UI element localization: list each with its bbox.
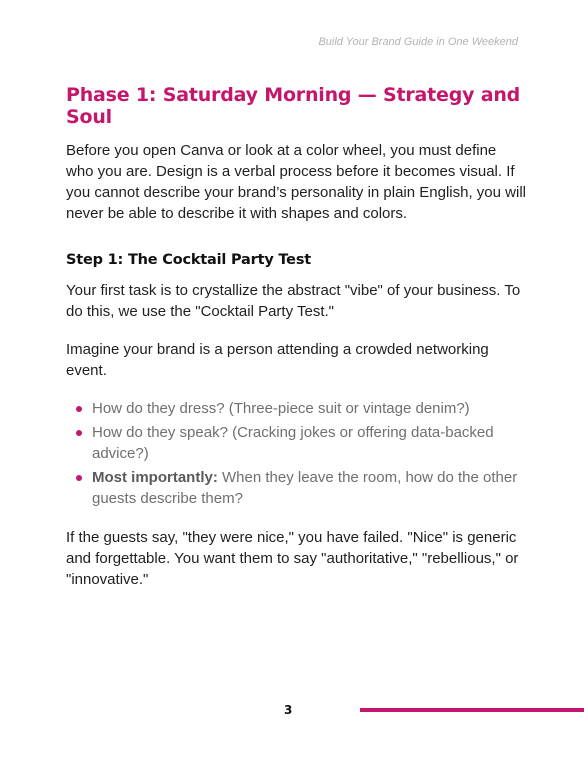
page-content: [66, 84, 526, 590]
list-item-text: When they leave the room, how do the other guests describe them?: [92, 469, 518, 507]
list-item-text: How do they speak? (Cracking jokes or offering data-backed advice?): [92, 424, 494, 462]
imagine-paragraph: Imagine your brand is a person attending a crowded networking event.: [66, 341, 489, 379]
question-list: [66, 398, 526, 509]
task-paragraph: Your first task is to crystallize the abstract "vibe" of your business. To do this, we use the "Cocktail Party Test.": [66, 282, 521, 320]
list-item: [66, 398, 526, 419]
list-item-lead: Most importantly:: [92, 469, 218, 486]
section-intro-paragraph: Before you open Canva or look at a color wheel, you must define who you are. Design is a verbal process before it becomes visual. If you cannot describe your brand’s personality in plain English, you will never be able to describe it with shapes and colors.: [66, 142, 526, 222]
list-item: [66, 422, 526, 464]
bullet-dot-icon: [76, 475, 82, 481]
running-header: Build Your Brand Guide in One Weekend: [318, 36, 518, 48]
list-item-text: How do they dress? (Three-piece suit or vintage denim?): [92, 400, 470, 417]
footer-accent-rule: [360, 708, 584, 712]
bullet-dot-icon: [76, 430, 82, 436]
section-title: Phase 1: Saturday Morning — Strategy and Soul: [66, 84, 521, 128]
bullet-dot-icon: [76, 406, 82, 412]
list-item: [66, 467, 526, 509]
page-number: 3: [284, 703, 293, 717]
step-title: Step 1: The Cocktail Party Test: [66, 252, 311, 268]
conclusion-paragraph: If the guests say, "they were nice," you have failed. "Nice" is generic and forgettable. You want them to say "authoritative," "rebellious," or "innovative.": [66, 529, 519, 588]
